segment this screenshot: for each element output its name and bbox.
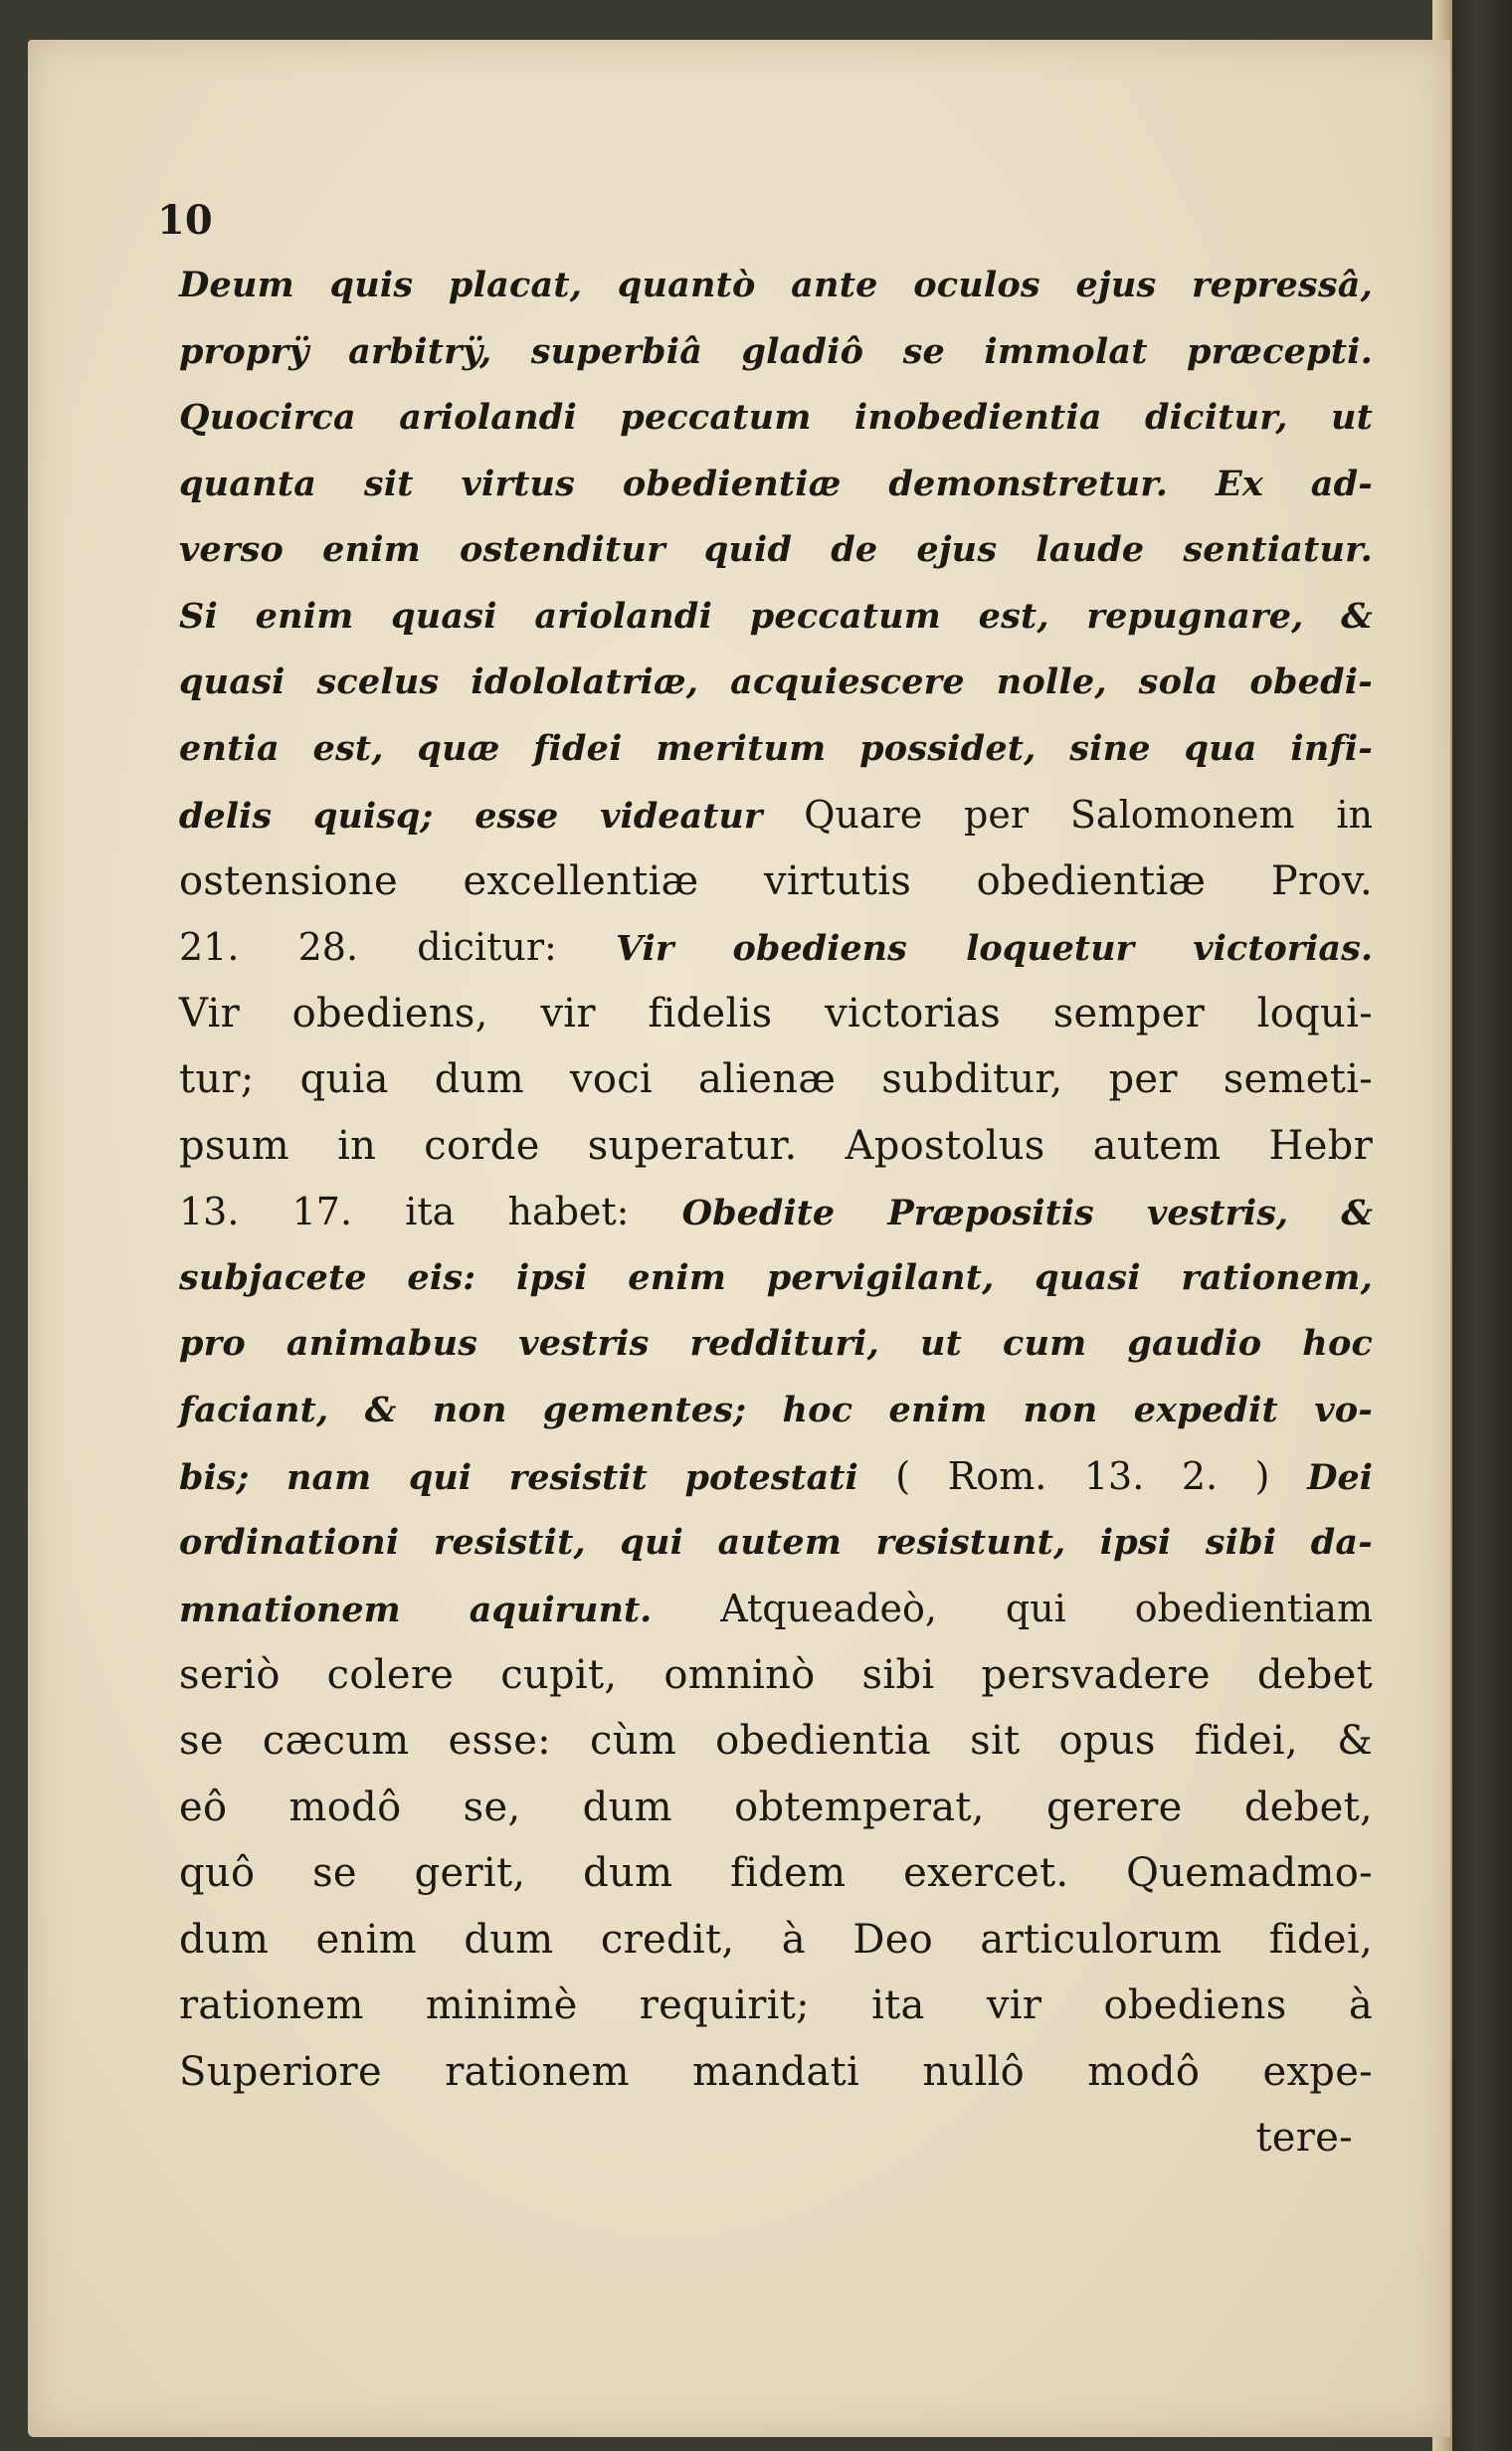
text-line: pro animabus vestris reddituri, ut cum gaudio hoc bbox=[179, 1323, 1373, 1364]
text-line: dum enim dum credit, à Deo articulorum fidei, bbox=[179, 1916, 1373, 1963]
text-line: se cæcum esse: cùm obedientia sit opus fidei, & bbox=[179, 1718, 1373, 1764]
text-line: Superiore rationem mandati nullô modô expe- bbox=[179, 2048, 1373, 2095]
text-line: Si enim quasi ariolandi peccatum est, repugnare, & bbox=[179, 595, 1373, 637]
roman-segment: Atqueadeò, qui obedientiam bbox=[652, 1587, 1373, 1630]
text-line bbox=[179, 1443, 1373, 1510]
text-line: verso enim ostenditur quid de ejus laude sentiatur. bbox=[179, 529, 1373, 570]
italic-segment: Dei bbox=[1307, 1457, 1373, 1498]
text-line: rationem minimè requirit; ita vir obediens à bbox=[179, 1982, 1373, 2028]
text-line: Quocirca ariolandi peccatum inobedientia dicitur, ut bbox=[179, 397, 1373, 438]
italic-segment: Obedite Præpositis vestris, & bbox=[681, 1193, 1373, 1233]
text-line: Vir obediens, vir fidelis victorias semper loqui- bbox=[179, 990, 1373, 1037]
text-line: proprÿ arbitrÿ, superbiâ gladiô se immolat præcepti. bbox=[179, 330, 1373, 372]
text-line: ordinationi resistit, qui autem resistunt, ipsi sibi da- bbox=[179, 1521, 1373, 1563]
text-line bbox=[179, 1576, 1373, 1642]
roman-segment: ( Rom. 13. 2. ) bbox=[857, 1454, 1308, 1498]
italic-segment: bis; nam bbox=[179, 1457, 409, 1498]
roman-segment: Quare per Salomonem in bbox=[804, 793, 1374, 837]
text-line: psum in corde superatur. Apostolus autem Hebr bbox=[179, 1122, 1373, 1169]
italic-segment: delis quisq; esse videatur bbox=[179, 796, 805, 837]
text-line: Deum quis placat, quantò ante oculos ejus repressâ, bbox=[179, 265, 1373, 305]
catchword: tere- bbox=[1255, 2115, 1353, 2161]
text-line: ostensione excellentiæ virtutis obedientiæ Prov. bbox=[179, 857, 1373, 904]
text-line: entia est, quæ fidei meritum possidet, sine qua infi- bbox=[179, 727, 1373, 769]
roman-segment: 13. 17. ita habet: bbox=[179, 1190, 682, 1233]
italic-segment: mnationem aquirunt. bbox=[179, 1590, 653, 1630]
text-line bbox=[179, 782, 1373, 848]
text-line: quasi scelus idololatriæ, acquiescere nolle, sola obedi- bbox=[179, 661, 1373, 702]
text-line: quanta sit virtus obedientiæ demonstretur. Ex ad- bbox=[179, 463, 1373, 504]
text-line: seriò colere cupit, omninò sibi persvadere debet bbox=[179, 1651, 1373, 1698]
text-line: faciant, & non gementes; hoc enim non expedit vo- bbox=[179, 1389, 1373, 1430]
text-line bbox=[179, 914, 1373, 981]
text-line: eô modô se, dum obtemperat, gerere debet, bbox=[179, 1784, 1373, 1830]
text-line: subjacete eis: ipsi enim pervigilant, quasi rationem, bbox=[179, 1256, 1373, 1298]
text-line: quô se gerit, dum fidem exercet. Quemadmo- bbox=[179, 1850, 1373, 1896]
italic-segment: Vir obediens loquetur victorias. bbox=[616, 928, 1374, 969]
italic-segment: qui resistit potestati bbox=[408, 1457, 858, 1498]
body-text bbox=[179, 253, 1373, 2171]
roman-segment: 21. 28. dicitur: bbox=[179, 925, 616, 969]
book-spine-backdrop bbox=[1452, 0, 1512, 2451]
page-number: 10 bbox=[157, 197, 213, 244]
text-line bbox=[179, 1179, 1373, 1245]
text-line: tur; quia dum voci alienæ subditur, per semeti- bbox=[179, 1056, 1373, 1102]
